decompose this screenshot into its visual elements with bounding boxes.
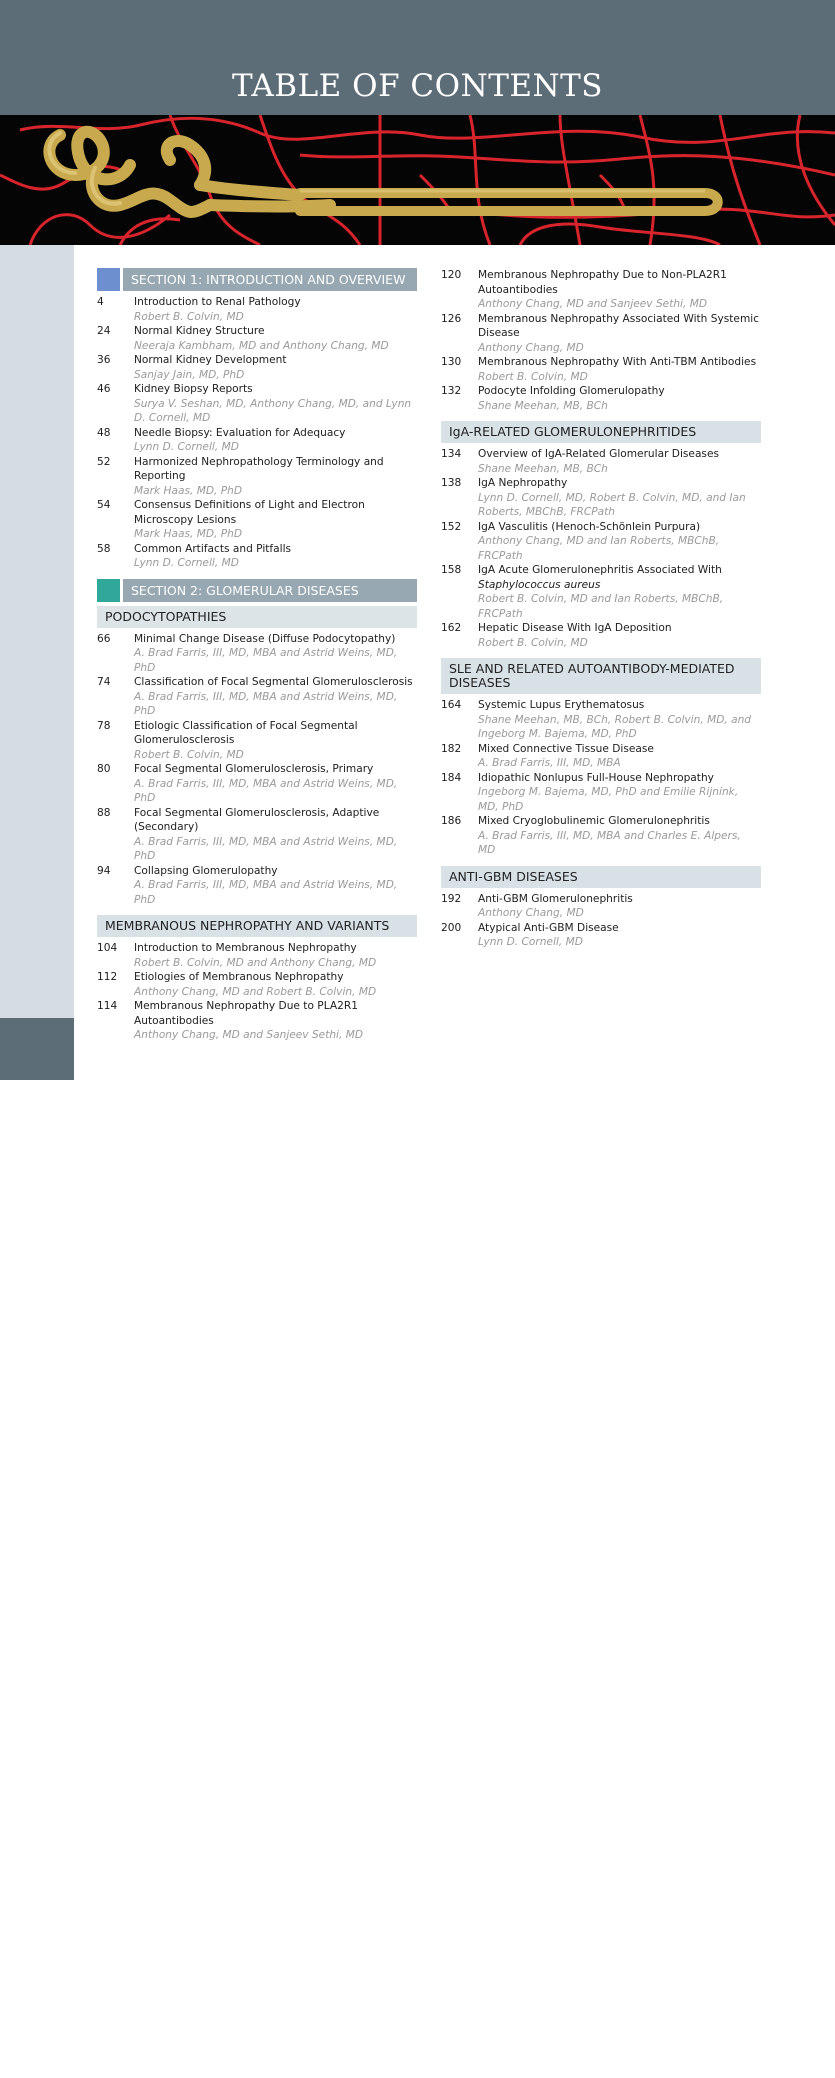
page-number: xvi bbox=[24, 2064, 42, 2078]
podocytopathies-heading: PODOCYTOPATHIES bbox=[97, 606, 417, 628]
toc-entry-title bbox=[134, 941, 417, 956]
toc-entry-page: 66 bbox=[97, 632, 111, 645]
toc-entry-title bbox=[134, 295, 417, 310]
anti-gbm-heading: ANTI-GBM DISEASES bbox=[441, 866, 761, 888]
toc-entry-authors: A. Brad Farris, III, MD, MBA and Astrid Weins, MD, PhD bbox=[134, 690, 398, 717]
toc-entry-title-text: Collapsing Glomerulopathy bbox=[134, 864, 278, 877]
toc-entry-authors: Ingeborg M. Bajema, MD, PhD and Emilie Rijnink, MD, PhD bbox=[478, 786, 739, 813]
toc-entry-title bbox=[478, 268, 761, 297]
toc-entry-title-text: Membranous Nephropathy Due to Non-PLA2R1 Autoantibodies bbox=[478, 269, 727, 296]
section2-color-swatch bbox=[97, 579, 120, 602]
toc-entry-title bbox=[134, 632, 417, 647]
toc-entry-body bbox=[134, 864, 417, 908]
iga-entry-list bbox=[441, 447, 761, 650]
left-sidebar-stripe bbox=[0, 245, 74, 1018]
toc-entry-body bbox=[478, 520, 761, 564]
toc-entry-page: 182 bbox=[441, 742, 462, 755]
toc-entry-title-text: Anti-GBM Glomerulonephritis bbox=[478, 892, 633, 905]
toc-entry-authors: A. Brad Farris, III, MD, MBA and Astrid Weins, MD, PhD bbox=[134, 835, 398, 862]
toc-entry[interactable] bbox=[97, 806, 417, 864]
toc-entry-authors: A. Brad Farris, III, MD, MBA bbox=[478, 757, 621, 769]
toc-entry-body bbox=[134, 970, 417, 999]
toc-entry-page: 58 bbox=[97, 542, 111, 555]
toc-entry-title-text: Normal Kidney Structure bbox=[134, 325, 265, 337]
toc-entry[interactable] bbox=[441, 312, 761, 356]
toc-entry-body bbox=[478, 921, 761, 950]
section2-heading bbox=[97, 579, 417, 602]
toc-entry-title bbox=[134, 762, 417, 777]
toc-entry-body bbox=[478, 312, 761, 356]
toc-entry-body bbox=[134, 719, 417, 763]
toc-entry-title-text: Needle Biopsy: Evaluation for Adequacy bbox=[134, 426, 346, 439]
section1-entry-list bbox=[97, 295, 417, 571]
toc-entry-page: 80 bbox=[97, 763, 111, 775]
section1-color-swatch bbox=[97, 268, 120, 291]
toc-entry-title bbox=[134, 382, 417, 397]
toc-entry-title bbox=[478, 355, 761, 370]
toc-entry-authors: Anthony Chang, MD bbox=[478, 341, 584, 354]
toc-entry-title-text: IgA Acute Glomerulonephritis Associated With bbox=[478, 564, 722, 576]
toc-entry[interactable] bbox=[441, 771, 761, 815]
toc-entry-body bbox=[478, 563, 761, 621]
toc-entry[interactable] bbox=[97, 999, 417, 1043]
toc-entry-authors: Shane Meehan, MB, BCh bbox=[478, 399, 608, 412]
toc-entry-title bbox=[478, 447, 761, 462]
toc-entry-body bbox=[134, 498, 417, 542]
toc-entry-title bbox=[134, 542, 417, 557]
toc-entry-title bbox=[478, 312, 761, 341]
toc-entry-title bbox=[134, 455, 417, 484]
toc-right-column bbox=[441, 268, 761, 950]
podocytopathies-entry-list bbox=[97, 632, 417, 908]
toc-entry-authors: Mark Haas, MD, PhD bbox=[134, 528, 242, 540]
toc-entry-body bbox=[134, 806, 417, 864]
toc-entry-title-text: Mixed Connective Tissue Disease bbox=[478, 742, 654, 755]
toc-entry-title-text: Mixed Cryoglobulinemic Glomerulonephritis bbox=[478, 815, 710, 827]
toc-entry-page: 78 bbox=[97, 719, 111, 732]
toc-entry-authors: Robert B. Colvin, MD and Ian Roberts, MBChB, FRCPath bbox=[478, 593, 724, 620]
toc-entry-title-text: Common Artifacts and Pitfalls bbox=[134, 542, 292, 555]
toc-entry-body bbox=[134, 941, 417, 970]
toc-entry-title-text: Harmonized Nephropathology Terminology and Reporting bbox=[134, 455, 384, 482]
toc-entry-title bbox=[478, 563, 761, 592]
toc-entry-body bbox=[134, 632, 417, 676]
header-bar bbox=[0, 0, 835, 115]
toc-entry[interactable] bbox=[441, 698, 761, 742]
toc-entry-title-text: Hepatic Disease With IgA Deposition bbox=[478, 622, 672, 634]
toc-entry[interactable] bbox=[97, 295, 417, 324]
toc-entry-title-text: Normal Kidney Development bbox=[134, 354, 287, 366]
toc-entry[interactable] bbox=[441, 892, 761, 921]
kidney-nephron-illustration bbox=[0, 115, 835, 245]
section2-title: SECTION 2: GLOMERULAR DISEASES bbox=[123, 579, 417, 602]
toc-entry[interactable] bbox=[441, 355, 761, 384]
toc-entry-authors: Surya V. Seshan, MD, Anthony Chang, MD, and Lynn D. Cornell, MD bbox=[134, 397, 412, 424]
toc-entry-authors: Anthony Chang, MD and Sanjeev Sethi, MD bbox=[134, 1029, 364, 1041]
toc-entry-page: 200 bbox=[441, 921, 462, 934]
toc-entry-authors: Anthony Chang, MD and Sanjeev Sethi, MD bbox=[478, 298, 708, 310]
toc-entry-title bbox=[478, 621, 761, 636]
toc-entry-title bbox=[478, 520, 761, 535]
page-number-tab bbox=[0, 1018, 74, 2078]
toc-entry-title bbox=[134, 806, 417, 835]
toc-entry-title-text: IgA Vasculitis (Henoch-Schönlein Purpura) bbox=[478, 520, 701, 533]
toc-entry-title bbox=[134, 324, 417, 339]
toc-entry-page: 54 bbox=[97, 499, 111, 511]
toc-entry-page: 46 bbox=[97, 383, 111, 395]
toc-entry-page: 104 bbox=[97, 942, 118, 954]
anti-gbm-entry-list bbox=[441, 892, 761, 950]
toc-entry-title-text: Membranous Nephropathy With Anti-TBM Antibodies bbox=[478, 356, 757, 368]
toc-entry-page: 158 bbox=[441, 564, 462, 576]
toc-entry-title bbox=[478, 771, 761, 786]
page-title: TABLE OF CONTENTS bbox=[231, 68, 604, 104]
toc-entry-authors: A. Brad Farris, III, MD, MBA and Astrid Weins, MD, PhD bbox=[134, 647, 398, 674]
toc-entry-page: 138 bbox=[441, 477, 462, 489]
toc-entry[interactable] bbox=[97, 542, 417, 571]
toc-entry-page: 112 bbox=[97, 971, 118, 983]
toc-entry-title-text: Membranous Nephropathy Associated With Systemic Disease bbox=[478, 312, 760, 339]
toc-entry[interactable] bbox=[441, 621, 761, 650]
toc-entry-page: 88 bbox=[97, 806, 111, 819]
membranous-entry-list bbox=[97, 941, 417, 1043]
toc-entry[interactable] bbox=[97, 632, 417, 676]
toc-entry-title-text: Podocyte Infolding Glomerulopathy bbox=[478, 385, 665, 397]
toc-entry[interactable] bbox=[441, 476, 761, 520]
toc-entry-authors: Robert B. Colvin, MD bbox=[478, 636, 588, 649]
toc-entry[interactable] bbox=[441, 563, 761, 621]
toc-entry-title-text: Kidney Biopsy Reports bbox=[134, 383, 253, 395]
toc-entry-page: 74 bbox=[97, 676, 111, 688]
toc-entry-body bbox=[134, 999, 417, 1043]
toc-entry-authors: Lynn D. Cornell, MD bbox=[478, 936, 583, 948]
sle-entry-list bbox=[441, 698, 761, 858]
toc-entry[interactable] bbox=[97, 864, 417, 908]
toc-entry-page: 24 bbox=[97, 325, 111, 337]
toc-entry-title bbox=[134, 675, 417, 690]
toc-entry-page: 4 bbox=[97, 296, 104, 308]
toc-entry-title bbox=[478, 384, 761, 399]
toc-entry-authors: Robert B. Colvin, MD bbox=[134, 748, 244, 761]
membranous-heading: MEMBRANOUS NEPHROPATHY AND VARIANTS bbox=[97, 915, 417, 937]
toc-entry-title bbox=[478, 698, 761, 713]
toc-entry-page: 192 bbox=[441, 892, 462, 905]
toc-entry-body bbox=[134, 382, 417, 426]
toc-entry-body bbox=[478, 355, 761, 384]
toc-entry-title-italic: Staphylococcus aureus bbox=[478, 578, 601, 591]
section1-title: SECTION 1: INTRODUCTION AND OVERVIEW bbox=[123, 268, 417, 291]
toc-entry-title bbox=[134, 970, 417, 985]
toc-entry-title bbox=[478, 476, 761, 491]
toc-left-column bbox=[97, 268, 417, 1043]
toc-entry-title-text: Classification of Focal Segmental Glomerulosclerosis bbox=[134, 676, 413, 688]
toc-entry[interactable] bbox=[441, 742, 761, 771]
toc-entry-authors: Mark Haas, MD, PhD bbox=[134, 484, 242, 497]
toc-entry-authors: Robert B. Colvin, MD bbox=[134, 310, 244, 323]
toc-entry[interactable] bbox=[97, 455, 417, 499]
toc-entry-title-text: Membranous Nephropathy Due to PLA2R1 Autoantibodies bbox=[134, 1000, 358, 1027]
iga-heading: IgA-RELATED GLOMERULONEPHRITIDES bbox=[441, 421, 761, 443]
toc-entry-title-text: Atypical Anti-GBM Disease bbox=[478, 921, 619, 934]
toc-entry-authors: Lynn D. Cornell, MD bbox=[134, 557, 239, 569]
toc-entry-authors: Sanjay Jain, MD, PhD bbox=[134, 368, 245, 381]
toc-entry-body bbox=[134, 455, 417, 499]
toc-entry-title-text: Focal Segmental Glomerulosclerosis, Adaptive (Secondary) bbox=[134, 806, 380, 833]
toc-entry-page: 126 bbox=[441, 312, 462, 325]
toc-entry-body bbox=[478, 814, 761, 858]
toc-entry-title bbox=[478, 892, 761, 907]
toc-entry[interactable] bbox=[441, 447, 761, 476]
toc-entry-title-text: Overview of IgA-Related Glomerular Diseases bbox=[478, 448, 719, 460]
toc-entry-title bbox=[134, 864, 417, 879]
toc-entry[interactable] bbox=[441, 814, 761, 858]
toc-entry-body bbox=[478, 447, 761, 476]
toc-entry-page: 36 bbox=[97, 354, 111, 366]
toc-entry-page: 134 bbox=[441, 448, 462, 460]
toc-entry-body bbox=[134, 675, 417, 719]
toc-entry-body bbox=[478, 621, 761, 650]
toc-entry-page: 132 bbox=[441, 385, 462, 397]
toc-entry-title bbox=[478, 742, 761, 757]
toc-entry[interactable] bbox=[97, 498, 417, 542]
toc-entry[interactable] bbox=[97, 324, 417, 353]
toc-entry-authors: Robert B. Colvin, MD bbox=[478, 370, 588, 383]
toc-entry-page: 164 bbox=[441, 699, 462, 711]
toc-entry[interactable] bbox=[97, 970, 417, 999]
toc-entry-authors: A. Brad Farris, III, MD, MBA and Charles E. Alpers, MD bbox=[478, 829, 741, 856]
toc-entry-page: 114 bbox=[97, 1000, 118, 1012]
toc-entry-body bbox=[134, 542, 417, 571]
toc-entry-body bbox=[478, 384, 761, 413]
toc-entry-page: 52 bbox=[97, 455, 111, 468]
toc-entry[interactable] bbox=[441, 921, 761, 950]
toc-entry-authors: Anthony Chang, MD bbox=[478, 907, 584, 919]
toc-entry-page: 186 bbox=[441, 815, 462, 827]
toc-entry[interactable] bbox=[97, 426, 417, 455]
toc-entry-title-text: Introduction to Membranous Nephropathy bbox=[134, 942, 357, 954]
toc-entry-body bbox=[478, 698, 761, 742]
toc-entry-body bbox=[478, 268, 761, 312]
toc-entry-title-text: Idiopathic Nonlupus Full-House Nephropathy bbox=[478, 771, 714, 784]
toc-entry-authors: Neeraja Kambham, MD and Anthony Chang, MD bbox=[134, 339, 389, 352]
sle-heading: SLE AND RELATED AUTOANTIBODY-MEDIATED DISEASES bbox=[441, 658, 761, 694]
toc-entry[interactable] bbox=[97, 353, 417, 382]
toc-entry-body bbox=[134, 762, 417, 806]
toc-entry-body bbox=[478, 771, 761, 815]
membranous-continued-entry-list bbox=[441, 268, 761, 413]
toc-entry[interactable] bbox=[97, 719, 417, 763]
toc-entry-authors: Robert B. Colvin, MD and Anthony Chang, MD bbox=[134, 956, 377, 969]
toc-entry-authors: Shane Meehan, MB, BCh bbox=[478, 462, 608, 475]
toc-entry-title-text: Systemic Lupus Erythematosus bbox=[478, 699, 645, 711]
toc-entry-body bbox=[134, 295, 417, 324]
toc-entry-body bbox=[478, 892, 761, 921]
toc-entry-authors: Anthony Chang, MD and Robert B. Colvin, MD bbox=[134, 985, 377, 998]
toc-entry[interactable] bbox=[441, 384, 761, 413]
toc-entry[interactable] bbox=[97, 675, 417, 719]
toc-entry-authors: Anthony Chang, MD and Ian Roberts, MBChB, FRCPath bbox=[478, 535, 720, 562]
toc-entry-page: 94 bbox=[97, 864, 111, 877]
toc-entry-title-text: Consensus Definitions of Light and Electron Microscopy Lesions bbox=[134, 499, 365, 526]
toc-entry-authors: A. Brad Farris, III, MD, MBA and Astrid Weins, MD, PhD bbox=[134, 777, 398, 804]
toc-entry-title bbox=[478, 921, 761, 936]
toc-entry-page: 120 bbox=[441, 269, 462, 281]
toc-entry-authors: Lynn D. Cornell, MD, Robert B. Colvin, MD, and Ian Roberts, MBChB, FRCPath bbox=[478, 491, 746, 518]
toc-entry-title-text: Etiologic Classification of Focal Segmental Glomerulosclerosis bbox=[134, 719, 358, 746]
toc-entry[interactable] bbox=[441, 268, 761, 312]
toc-entry-title bbox=[478, 814, 761, 829]
section1-heading bbox=[97, 268, 417, 291]
toc-entry-title-text: IgA Nephropathy bbox=[478, 477, 568, 489]
toc-entry-authors: Lynn D. Cornell, MD bbox=[134, 441, 239, 453]
toc-entry-title bbox=[134, 426, 417, 441]
toc-entry-body bbox=[134, 426, 417, 455]
toc-entry-page: 130 bbox=[441, 356, 462, 368]
toc-entry-title-text: Etiologies of Membranous Nephropathy bbox=[134, 971, 344, 983]
toc-entry-title bbox=[134, 353, 417, 368]
toc-entry[interactable] bbox=[97, 941, 417, 970]
toc-entry[interactable] bbox=[97, 762, 417, 806]
toc-entry-title bbox=[134, 719, 417, 748]
toc-entry-body bbox=[478, 476, 761, 520]
toc-entry-title-text: Minimal Change Disease (Diffuse Podocytopathy) bbox=[134, 632, 396, 645]
toc-entry-title-text: Introduction to Renal Pathology bbox=[134, 296, 301, 308]
toc-entry-title bbox=[134, 498, 417, 527]
toc-entry[interactable] bbox=[97, 382, 417, 426]
toc-entry[interactable] bbox=[441, 520, 761, 564]
toc-entry-page: 152 bbox=[441, 520, 462, 533]
toc-entry-body bbox=[134, 324, 417, 353]
toc-entry-page: 184 bbox=[441, 771, 462, 784]
toc-entry-title bbox=[134, 999, 417, 1028]
toc-entry-authors: A. Brad Farris, III, MD, MBA and Astrid Weins, MD, PhD bbox=[134, 879, 398, 906]
toc-entry-body bbox=[134, 353, 417, 382]
toc-entry-title-text: Focal Segmental Glomerulosclerosis, Primary bbox=[134, 763, 374, 775]
toc-entry-page: 162 bbox=[441, 622, 462, 634]
toc-entry-page: 48 bbox=[97, 426, 111, 439]
toc-entry-authors: Shane Meehan, MB, BCh, Robert B. Colvin, MD, and Ingeborg M. Bajema, MD, PhD bbox=[478, 713, 752, 740]
nephron-illustration-svg bbox=[0, 115, 835, 245]
toc-entry-body bbox=[478, 742, 761, 771]
